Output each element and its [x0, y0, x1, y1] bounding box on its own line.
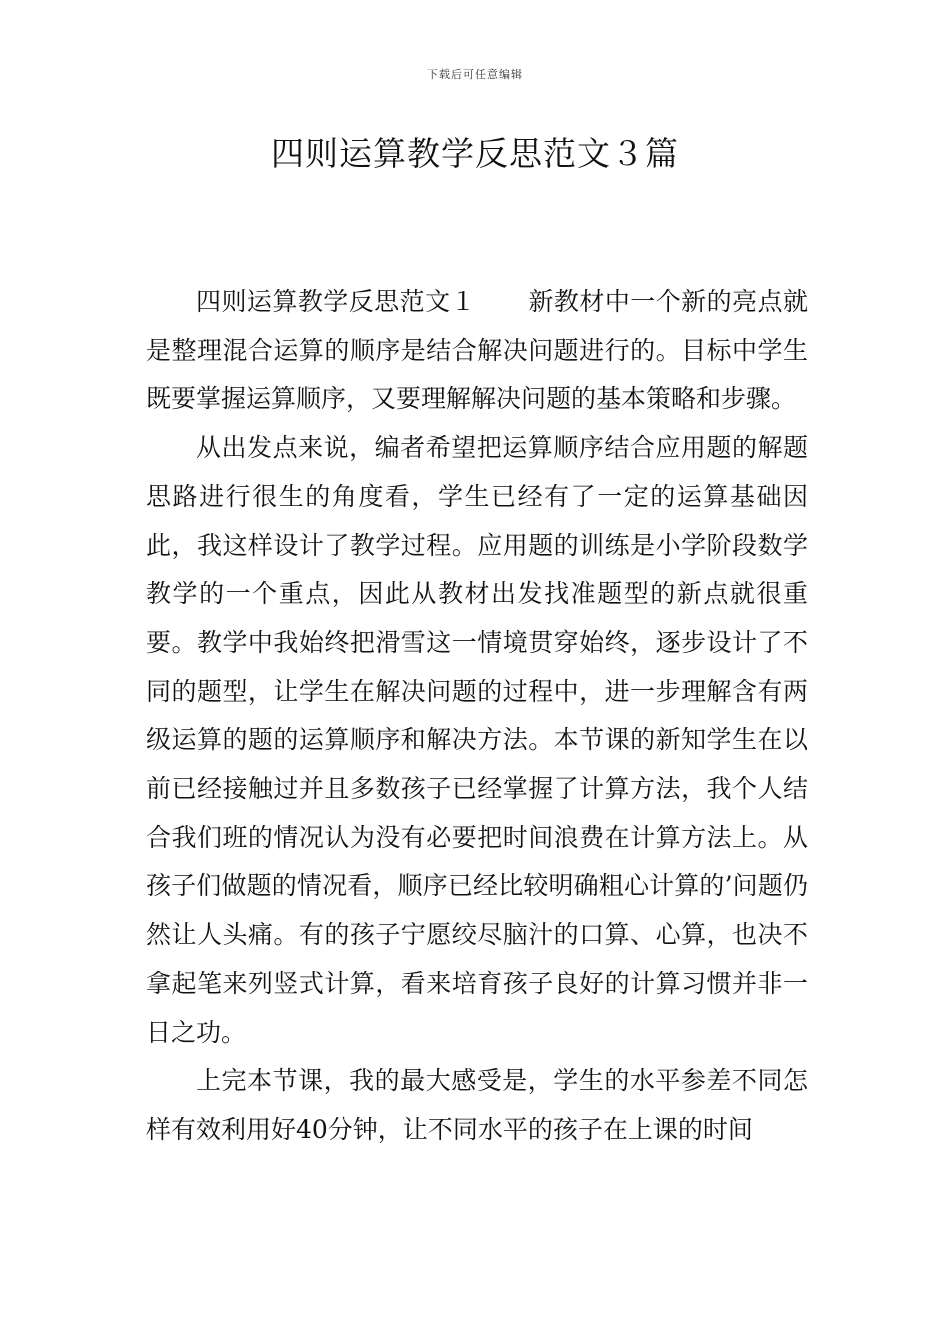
paragraph-3: 上完本节课，我的最大感受是，学生的水平参差不同怎样有效利用好40分钟，让不同水平的孩子在上课的时间 [146, 1066, 808, 1144]
document-title: 四则运算教学反思范文３篇 [271, 134, 679, 173]
paragraph-2: 从出发点来说，编者希望把运算顺序结合应用题的解题思路进行很生的角度看，学生已经有了一定的运算基础因此，我这样设计了教学过程。应用题的训练是小学阶段数学教学的一个重点，因此从教材出发找准题型的新点就很重要。教学中我始终把滑雪这一情境贯穿始终，逐步设计了不同的题型，让学生在解决问题的过程中，进一步理解含有两级运算的题的运算顺序和解决方法。本节课的新知学生在以前已经接触过并且多数孩子已经掌握了计算方法，我个人结合我们班的情况认为没有必要把时间浪费在计算方法上。从孩子们做题的情况看，顺序已经比较明确粗心计算的’问题仍然让人头痛。有的孩子宁愿绞尽脑汁的口算、心算，也决不拿起笔来列竖式计算，看来培育孩子良好的计算习惯并非一日之功。 [146, 433, 808, 1047]
paragraph-1-text: 新教材中一个新的亮点就是整理混合运算的顺序是结合解决问题进行的。目标中学生既要掌握运算顺序，又要理解解决问题的基本策略和步骤。 [146, 287, 808, 414]
header-note: 下载后可任意编辑 [427, 68, 523, 81]
paragraph-1-lead: 四则运算教学反思范文１ [196, 287, 476, 316]
paragraph-1 [146, 278, 808, 424]
document-body [146, 278, 808, 1155]
